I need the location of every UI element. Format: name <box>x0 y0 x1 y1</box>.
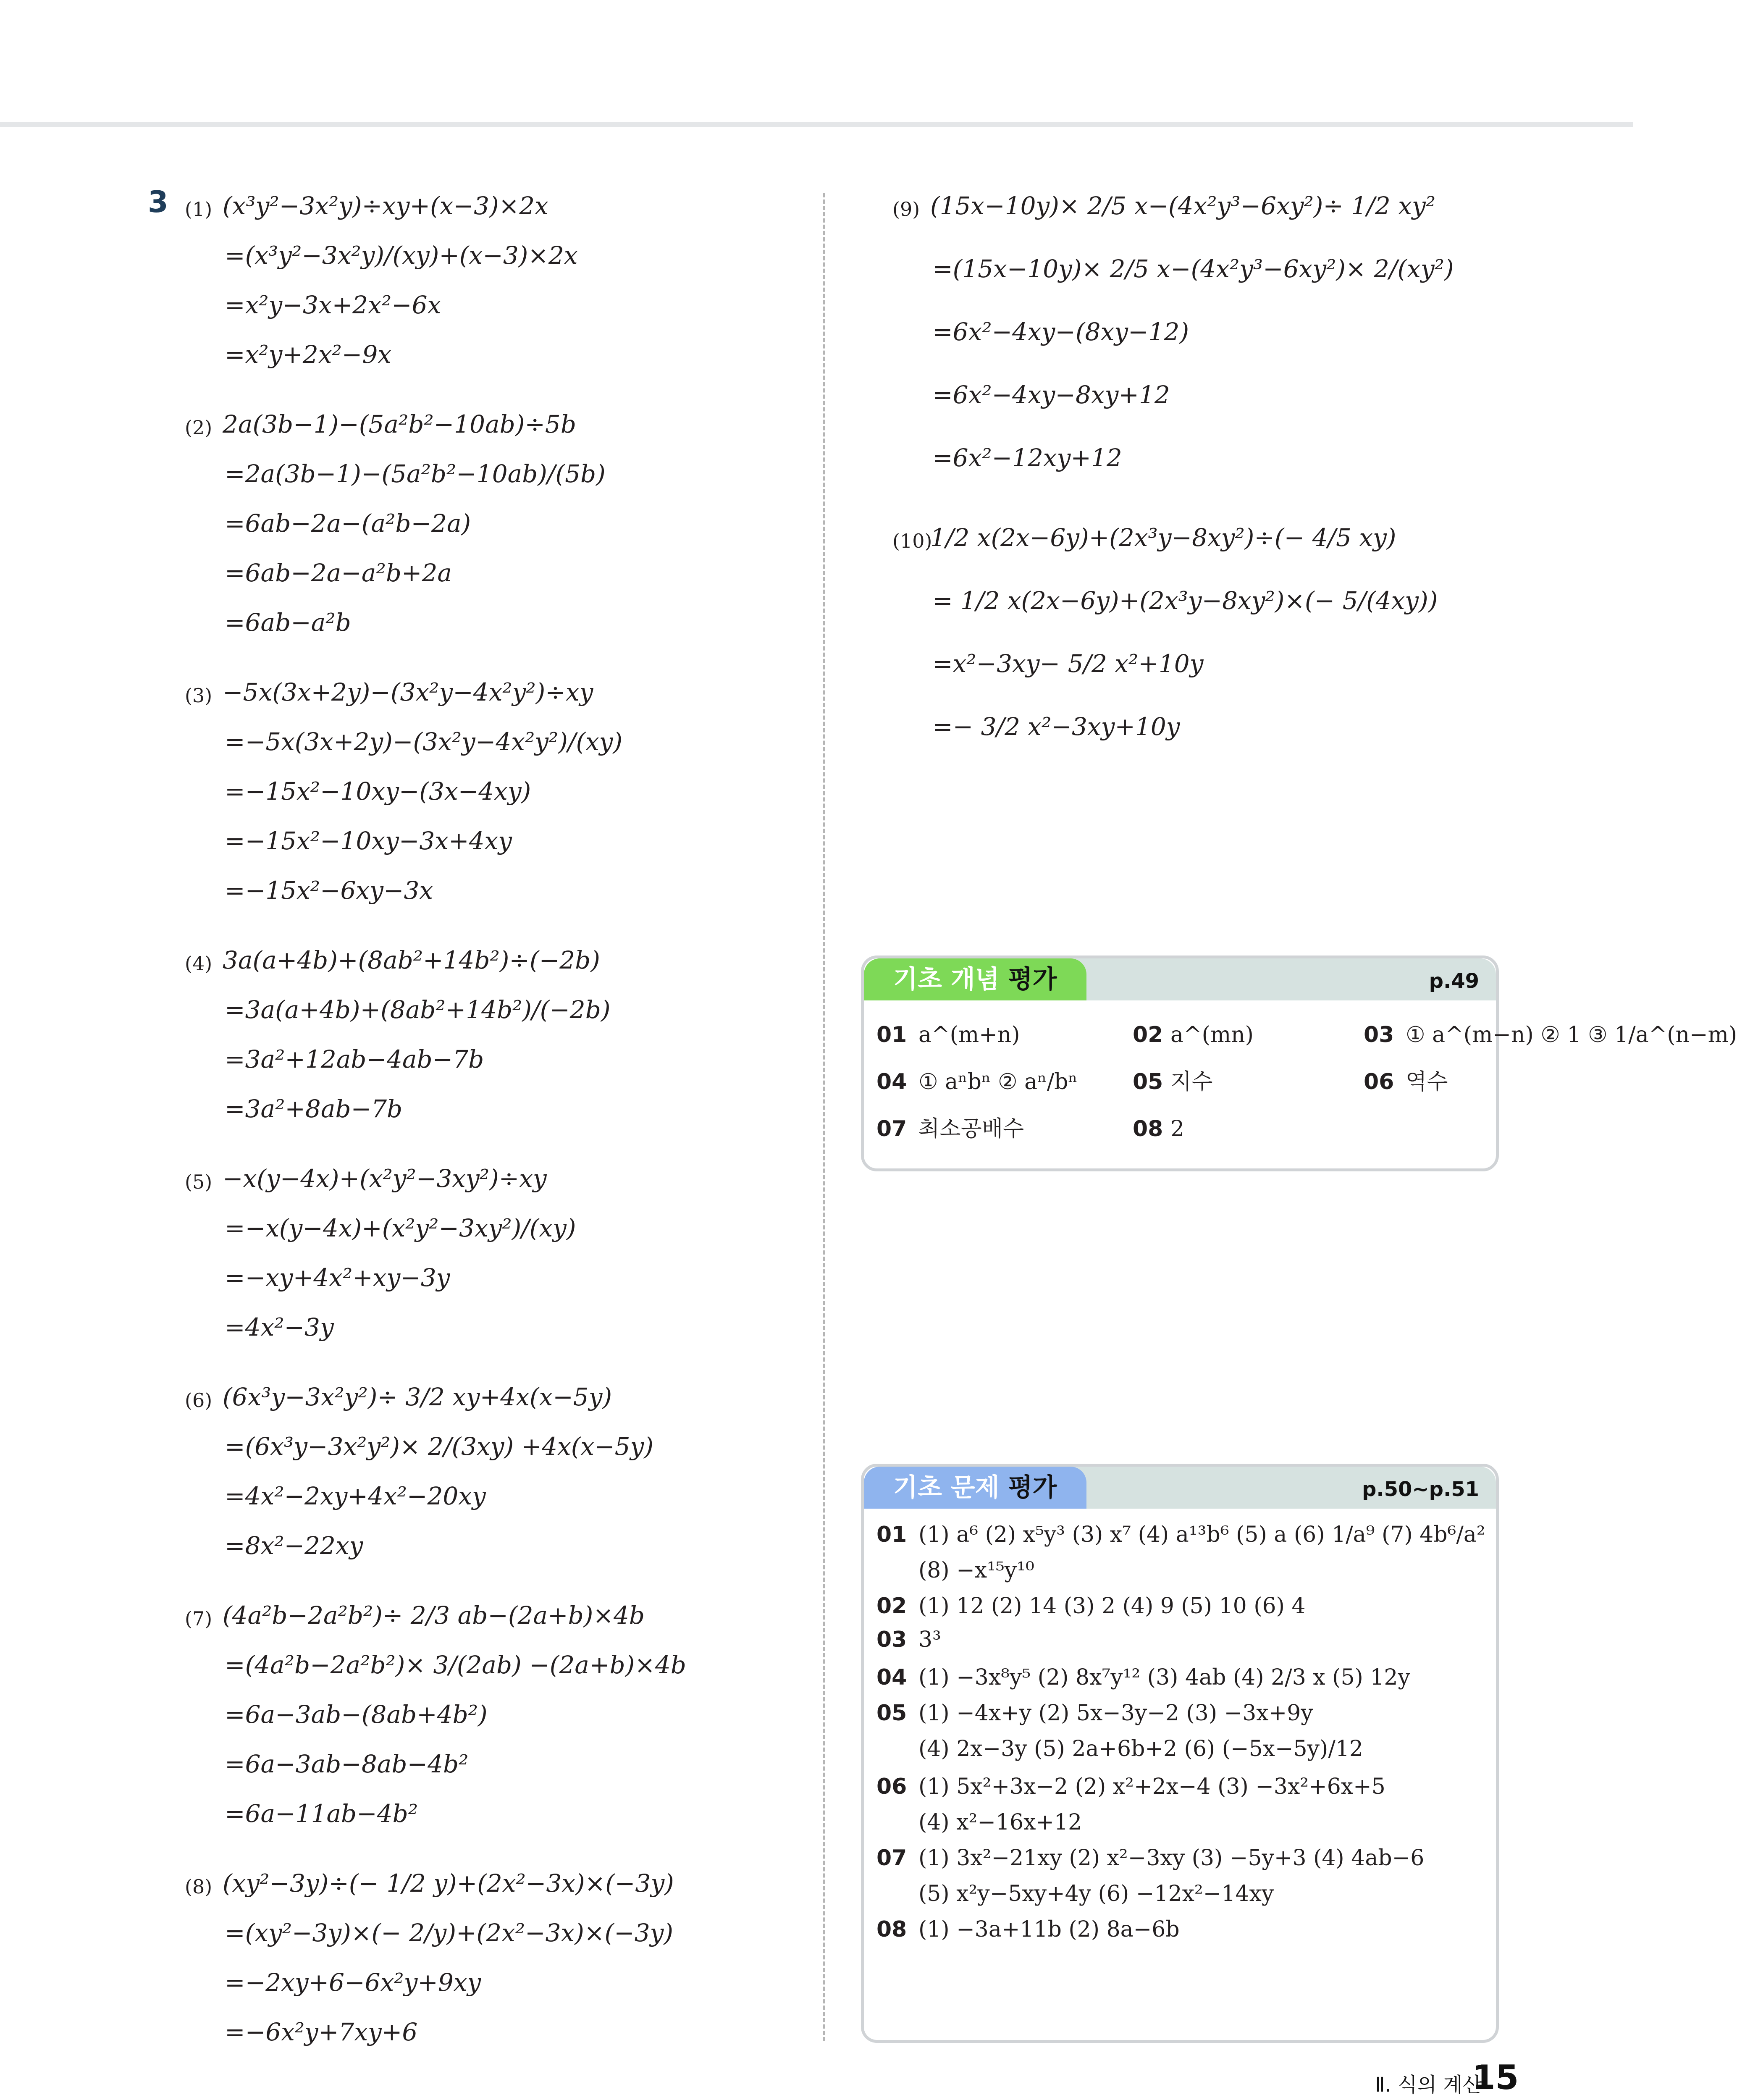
chapter-footer: Ⅱ. 식의 계산 <box>1375 2073 1482 2097</box>
answer-number: 08 <box>1133 1116 1163 1142</box>
solution-step: =−15x²−10xy−(3x−4xy) <box>225 777 531 806</box>
answer-text: 최소공배수 <box>918 1116 1024 1142</box>
sub-problem-label: (2) <box>185 416 213 439</box>
sub-problem-label: (8) <box>185 1875 213 1898</box>
solution-step: =(xy²−3y)×(− 2/y)+(2x²−3x)×(−3y) <box>225 1919 673 1947</box>
answer-number: 02 <box>1133 1022 1163 1047</box>
box-title-tab <box>864 958 1086 1000</box>
answer-number: 07 <box>876 1845 907 1871</box>
answer-number: 06 <box>876 1774 907 1799</box>
page-number: 15 <box>1472 2058 1519 2097</box>
answer-text: a^(m+n) <box>918 1022 1020 1047</box>
solution-step: =−2xy+6−6x²y+9xy <box>225 1968 481 1997</box>
answer-number: 07 <box>876 1116 907 1142</box>
sub-problem-label: (9) <box>892 198 920 220</box>
box-title-tab <box>864 1467 1086 1509</box>
box-title-main: 기초 개념 <box>893 965 1000 994</box>
answer-number: 05 <box>1133 1069 1163 1095</box>
solution-step: =x²−3xy− 5/2 x²+10y <box>932 649 1204 678</box>
answer-number: 05 <box>876 1701 907 1726</box>
solution-step: =6x²−4xy−8xy+12 <box>932 381 1170 409</box>
sub-problem-label: (1) <box>185 198 213 220</box>
expression: −x(y−4x)+(x²y²−3xy²)÷xy <box>223 1164 547 1193</box>
expression: (6x³y−3x²y²)÷ 3/2 xy+4x(x−5y) <box>223 1383 612 1411</box>
answer-number: 03 <box>1364 1022 1394 1047</box>
solution-step: =3a²+12ab−4ab−7b <box>225 1045 484 1074</box>
expression: −5x(3x+2y)−(3x²y−4x²y²)÷xy <box>223 678 593 706</box>
answer-text: (1) a⁶ (2) x⁵y³ (3) x⁷ (4) a¹³b⁶ (5) a (6) 1/a⁹ (7) 4b⁶/a² <box>918 1522 1485 1547</box>
solution-step: =6ab−2a−a²b+2a <box>225 559 452 587</box>
solution-step: =− 3/2 x²−3xy+10y <box>932 712 1180 741</box>
solution-step: =−5x(3x+2y)−(3x²y−4x²y²)/(xy) <box>225 727 623 756</box>
solution-step: =−x(y−4x)+(x²y²−3xy²)/(xy) <box>225 1214 576 1242</box>
answer-text: (4) x²−16x+12 <box>918 1810 1082 1835</box>
box-title-accent: 평가 <box>1008 1473 1057 1502</box>
solution-step: = 1/2 x(2x−6y)+(2x³y−8xy²)×(− 5/(4xy)) <box>932 586 1438 615</box>
expression: (x³y²−3x²y)÷xy+(x−3)×2x <box>223 192 548 220</box>
answer-number: 03 <box>876 1627 907 1652</box>
solution-step: =x²y−3x+2x²−6x <box>225 291 441 319</box>
solution-step: =6x²−4xy−(8xy−12) <box>932 318 1189 346</box>
solution-step: =6a−3ab−(8ab+4b²) <box>225 1700 488 1729</box>
solution-step: =(4a²b−2a²b²)× 3/(2ab) −(2a+b)×4b <box>225 1651 686 1679</box>
sub-problem-label: (7) <box>185 1607 213 1630</box>
answer-number: 06 <box>1364 1069 1394 1095</box>
solution-step: =3a²+8ab−7b <box>225 1095 403 1123</box>
concept-evaluation-box <box>861 956 1737 1171</box>
answer-number: 04 <box>876 1665 907 1690</box>
box-page-ref: p.49 <box>1429 969 1479 993</box>
solution-step: =(x³y²−3x²y)/(xy)+(x−3)×2x <box>225 241 578 270</box>
solution-step: =−xy+4x²+xy−3y <box>225 1263 450 1292</box>
answer-text: (4) 2x−3y (5) 2a+6b+2 (6) (−5x−5y)/12 <box>918 1736 1364 1761</box>
solution-step: =6a−11ab−4b² <box>225 1799 418 1828</box>
solution-step: =2a(3b−1)−(5a²b²−10ab)/(5b) <box>225 459 606 488</box>
answer-number: 02 <box>876 1593 907 1619</box>
sub-problem-label: (4) <box>185 952 213 975</box>
sub-problem-label: (3) <box>185 684 213 707</box>
problem-evaluation-box <box>861 1464 1499 2043</box>
answer-text: a^(mn) <box>1170 1022 1254 1047</box>
solution-step: =(6x³y−3x²y²)× 2/(3xy) +4x(x−5y) <box>225 1432 653 1461</box>
answer-text: 역수 <box>1406 1069 1448 1095</box>
answer-text: (1) −3a+11b (2) 8a−6b <box>918 1917 1180 1942</box>
solution-step: =8x²−22xy <box>225 1531 363 1560</box>
answer-text: (1) 12 (2) 14 (3) 2 (4) 9 (5) 10 (6) 4 <box>918 1593 1306 1619</box>
answer-text: ① aⁿbⁿ ② aⁿ/bⁿ <box>918 1069 1078 1095</box>
answer-text: (1) −4x+y (2) 5x−3y−2 (3) −3x+9y <box>918 1701 1313 1726</box>
top-rule <box>0 122 1633 127</box>
expression: (4a²b−2a²b²)÷ 2/3 ab−(2a+b)×4b <box>223 1601 645 1630</box>
solution-step: =6a−3ab−8ab−4b² <box>225 1750 469 1778</box>
answer-text: ① a^(m−n) ② 1 ③ 1/a^(n−m) <box>1406 1022 1737 1047</box>
expression: 3a(a+4b)+(8ab²+14b²)÷(−2b) <box>223 946 600 974</box>
problem-number: 3 <box>148 185 168 219</box>
solution-step: =6ab−2a−(a²b−2a) <box>225 509 471 538</box>
box-title-accent: 평가 <box>1008 965 1057 994</box>
solution-step: =6x²−12xy+12 <box>932 444 1122 472</box>
answer-text: (1) 5x²+3x−2 (2) x²+2x−4 (3) −3x²+6x+5 <box>918 1774 1385 1799</box>
expression: 2a(3b−1)−(5a²b²−10ab)÷5b <box>223 410 576 438</box>
sub-problem-label: (6) <box>185 1389 213 1412</box>
solution-step: =x²y+2x²−9x <box>225 340 391 369</box>
answer-text: (1) −3x⁸y⁵ (2) 8x⁷y¹² (3) 4ab (4) 2/3 x (5) 12y <box>918 1665 1410 1690</box>
answer-number: 08 <box>876 1917 907 1942</box>
answer-text: (8) −x¹⁵y¹⁰ <box>918 1558 1034 1583</box>
answer-number: 04 <box>876 1069 907 1095</box>
solution-step: =6ab−a²b <box>225 608 351 637</box>
sub-problem-label: (10) <box>892 530 932 552</box>
box-page-ref: p.50~p.51 <box>1362 1478 1479 1501</box>
expression: 1/2 x(2x−6y)+(2x³y−8xy²)÷(− 4/5 xy) <box>930 523 1396 552</box>
expression: (xy²−3y)÷(− 1/2 y)+(2x²−3x)×(−3y) <box>223 1869 674 1898</box>
answer-text: (1) 3x²−21xy (2) x²−3xy (3) −5y+3 (4) 4ab−6 <box>918 1845 1425 1871</box>
solution-step: =4x²−2xy+4x²−20xy <box>225 1482 486 1510</box>
solution-step: =3a(a+4b)+(8ab²+14b²)/(−2b) <box>225 995 611 1024</box>
answer-text: 지수 <box>1170 1069 1213 1095</box>
column-divider <box>823 193 825 2041</box>
box-title-main: 기초 문제 <box>893 1473 1000 1502</box>
solution-step: =4x²−3y <box>225 1313 334 1341</box>
answer-number: 01 <box>876 1022 907 1047</box>
answer-text: 2 <box>1170 1116 1185 1142</box>
solution-step: =(15x−10y)× 2/5 x−(4x²y³−6xy²)× 2/(xy²) <box>932 255 1454 283</box>
solution-step: =−15x²−6xy−3x <box>225 876 433 905</box>
answer-text: (5) x²y−5xy+4y (6) −12x²−14xy <box>918 1881 1274 1906</box>
answer-text: 3³ <box>918 1627 941 1652</box>
solution-step: =−6x²y+7xy+6 <box>225 2018 418 2046</box>
solution-step: =−15x²−10xy−3x+4xy <box>225 827 512 855</box>
expression: (15x−10y)× 2/5 x−(4x²y³−6xy²)÷ 1/2 xy² <box>930 192 1435 220</box>
sub-problem-label: (5) <box>185 1171 213 1193</box>
answer-number: 01 <box>876 1522 907 1547</box>
